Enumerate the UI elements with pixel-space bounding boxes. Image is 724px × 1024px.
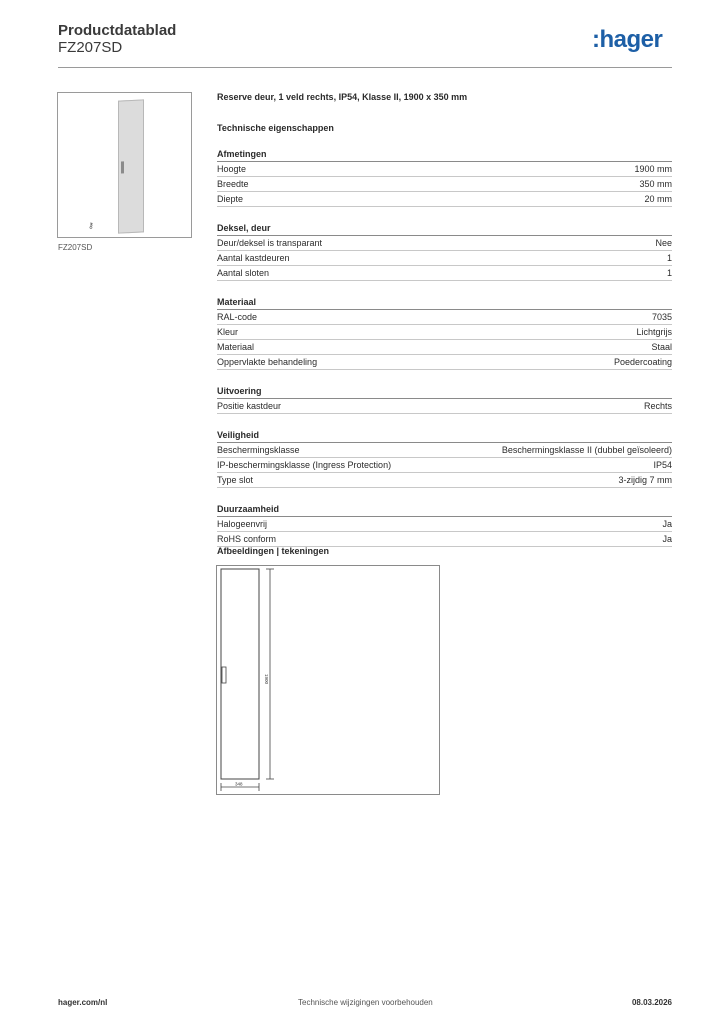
spec-row <box>217 310 672 325</box>
spec-value: Ja <box>662 534 672 544</box>
product-thumbnail <box>57 92 192 238</box>
spec-section <box>217 430 672 498</box>
key-icon: ⚷ <box>88 221 94 230</box>
spec-label: Halogeenvrij <box>217 519 268 529</box>
spec-value: 1900 mm <box>634 164 672 174</box>
spec-value: Beschermingsklasse II (dubbel geïsoleerd) <box>501 445 672 455</box>
section-gap <box>217 370 672 380</box>
section-title: Afmetingen <box>217 149 672 162</box>
section-gap <box>217 281 672 291</box>
section-gap <box>217 488 672 498</box>
spec-value: 1 <box>666 253 672 263</box>
spec-row <box>217 532 672 547</box>
page-title: Productdatablad <box>58 22 177 39</box>
footer-date: 08.03.2026 <box>631 998 672 1007</box>
spec-section <box>217 149 672 217</box>
drawings-title: Afbeeldingen | tekeningen <box>217 546 330 556</box>
door-handle-icon <box>121 161 124 173</box>
door-outline <box>221 569 259 779</box>
spec-label: Materiaal <box>217 342 255 352</box>
spec-row <box>217 473 672 488</box>
spec-section <box>217 223 672 291</box>
thumbnail-caption: FZ207SD <box>58 243 93 252</box>
section-gap <box>217 414 672 424</box>
spec-value: Staal <box>651 342 672 352</box>
spec-content <box>217 92 672 557</box>
spec-value: Nee <box>655 238 672 248</box>
spec-row <box>217 192 672 207</box>
spec-label: Positie kastdeur <box>217 401 282 411</box>
section-title: Deksel, deur <box>217 223 672 236</box>
spec-label: Aantal kastdeuren <box>217 253 290 263</box>
spec-value: Rechts <box>643 401 672 411</box>
spec-row <box>217 251 672 266</box>
spec-section <box>217 297 672 380</box>
spec-value: Ja <box>662 519 672 529</box>
header-divider <box>58 67 672 68</box>
spec-label: Oppervlakte behandeling <box>217 357 318 367</box>
spec-row <box>217 458 672 473</box>
spec-label: RAL-code <box>217 312 258 322</box>
spec-section <box>217 386 672 424</box>
spec-row <box>217 340 672 355</box>
section-gap <box>217 207 672 217</box>
spec-row <box>217 236 672 251</box>
spec-row <box>217 517 672 532</box>
spec-label: IP-beschermingsklasse (Ingress Protection) <box>217 460 392 470</box>
spec-value: 350 mm <box>639 179 672 189</box>
spec-label: Deur/deksel is transparant <box>217 238 323 248</box>
spec-label: Hoogte <box>217 164 247 174</box>
spec-row <box>217 162 672 177</box>
spec-value: Lichtgrijs <box>636 327 672 337</box>
spec-label: Diepte <box>217 194 244 204</box>
door-drawing-svg <box>217 566 439 794</box>
spec-sections <box>217 149 672 557</box>
spec-label: Type slot <box>217 475 254 485</box>
spec-value: IP54 <box>653 460 672 470</box>
spec-value: 3-zijdig 7 mm <box>618 475 672 485</box>
spec-value: 7035 <box>651 312 672 322</box>
spec-row <box>217 399 672 414</box>
spec-row <box>217 266 672 281</box>
product-description: Reserve deur, 1 veld rechts, IP54, Klasse II, 1900 x 350 mm <box>217 92 468 102</box>
spec-label: Beschermingsklasse <box>217 445 300 455</box>
spec-row <box>217 443 672 458</box>
door-image <box>118 99 144 233</box>
width-dimension-label: 348 <box>235 781 243 787</box>
spec-row <box>217 177 672 192</box>
spec-label: Breedte <box>217 179 249 189</box>
technical-drawing <box>216 565 440 795</box>
footer-website: hager.com/nl <box>58 998 108 1007</box>
footer-notice: Technische wijzigingen voorbehouden <box>298 998 433 1007</box>
spec-label: Kleur <box>217 327 239 337</box>
product-code: FZ207SD <box>58 39 123 56</box>
section-title: Materiaal <box>217 297 672 310</box>
spec-label: RoHS conform <box>217 534 277 544</box>
spec-value: 20 mm <box>644 194 672 204</box>
height-dimension-label: 1900 <box>264 674 269 685</box>
spec-label: Aantal sloten <box>217 268 270 278</box>
spec-row <box>217 325 672 340</box>
section-title: Duurzaamheid <box>217 504 672 517</box>
spec-value: Poedercoating <box>613 357 672 367</box>
section-title: Uitvoering <box>217 386 672 399</box>
spec-value: 1 <box>666 268 672 278</box>
door-handle <box>222 667 226 683</box>
hager-logo: :hager <box>592 26 663 53</box>
tech-heading: Technische eigenschappen <box>217 123 334 133</box>
section-title: Veiligheid <box>217 430 672 443</box>
spec-row <box>217 355 672 370</box>
